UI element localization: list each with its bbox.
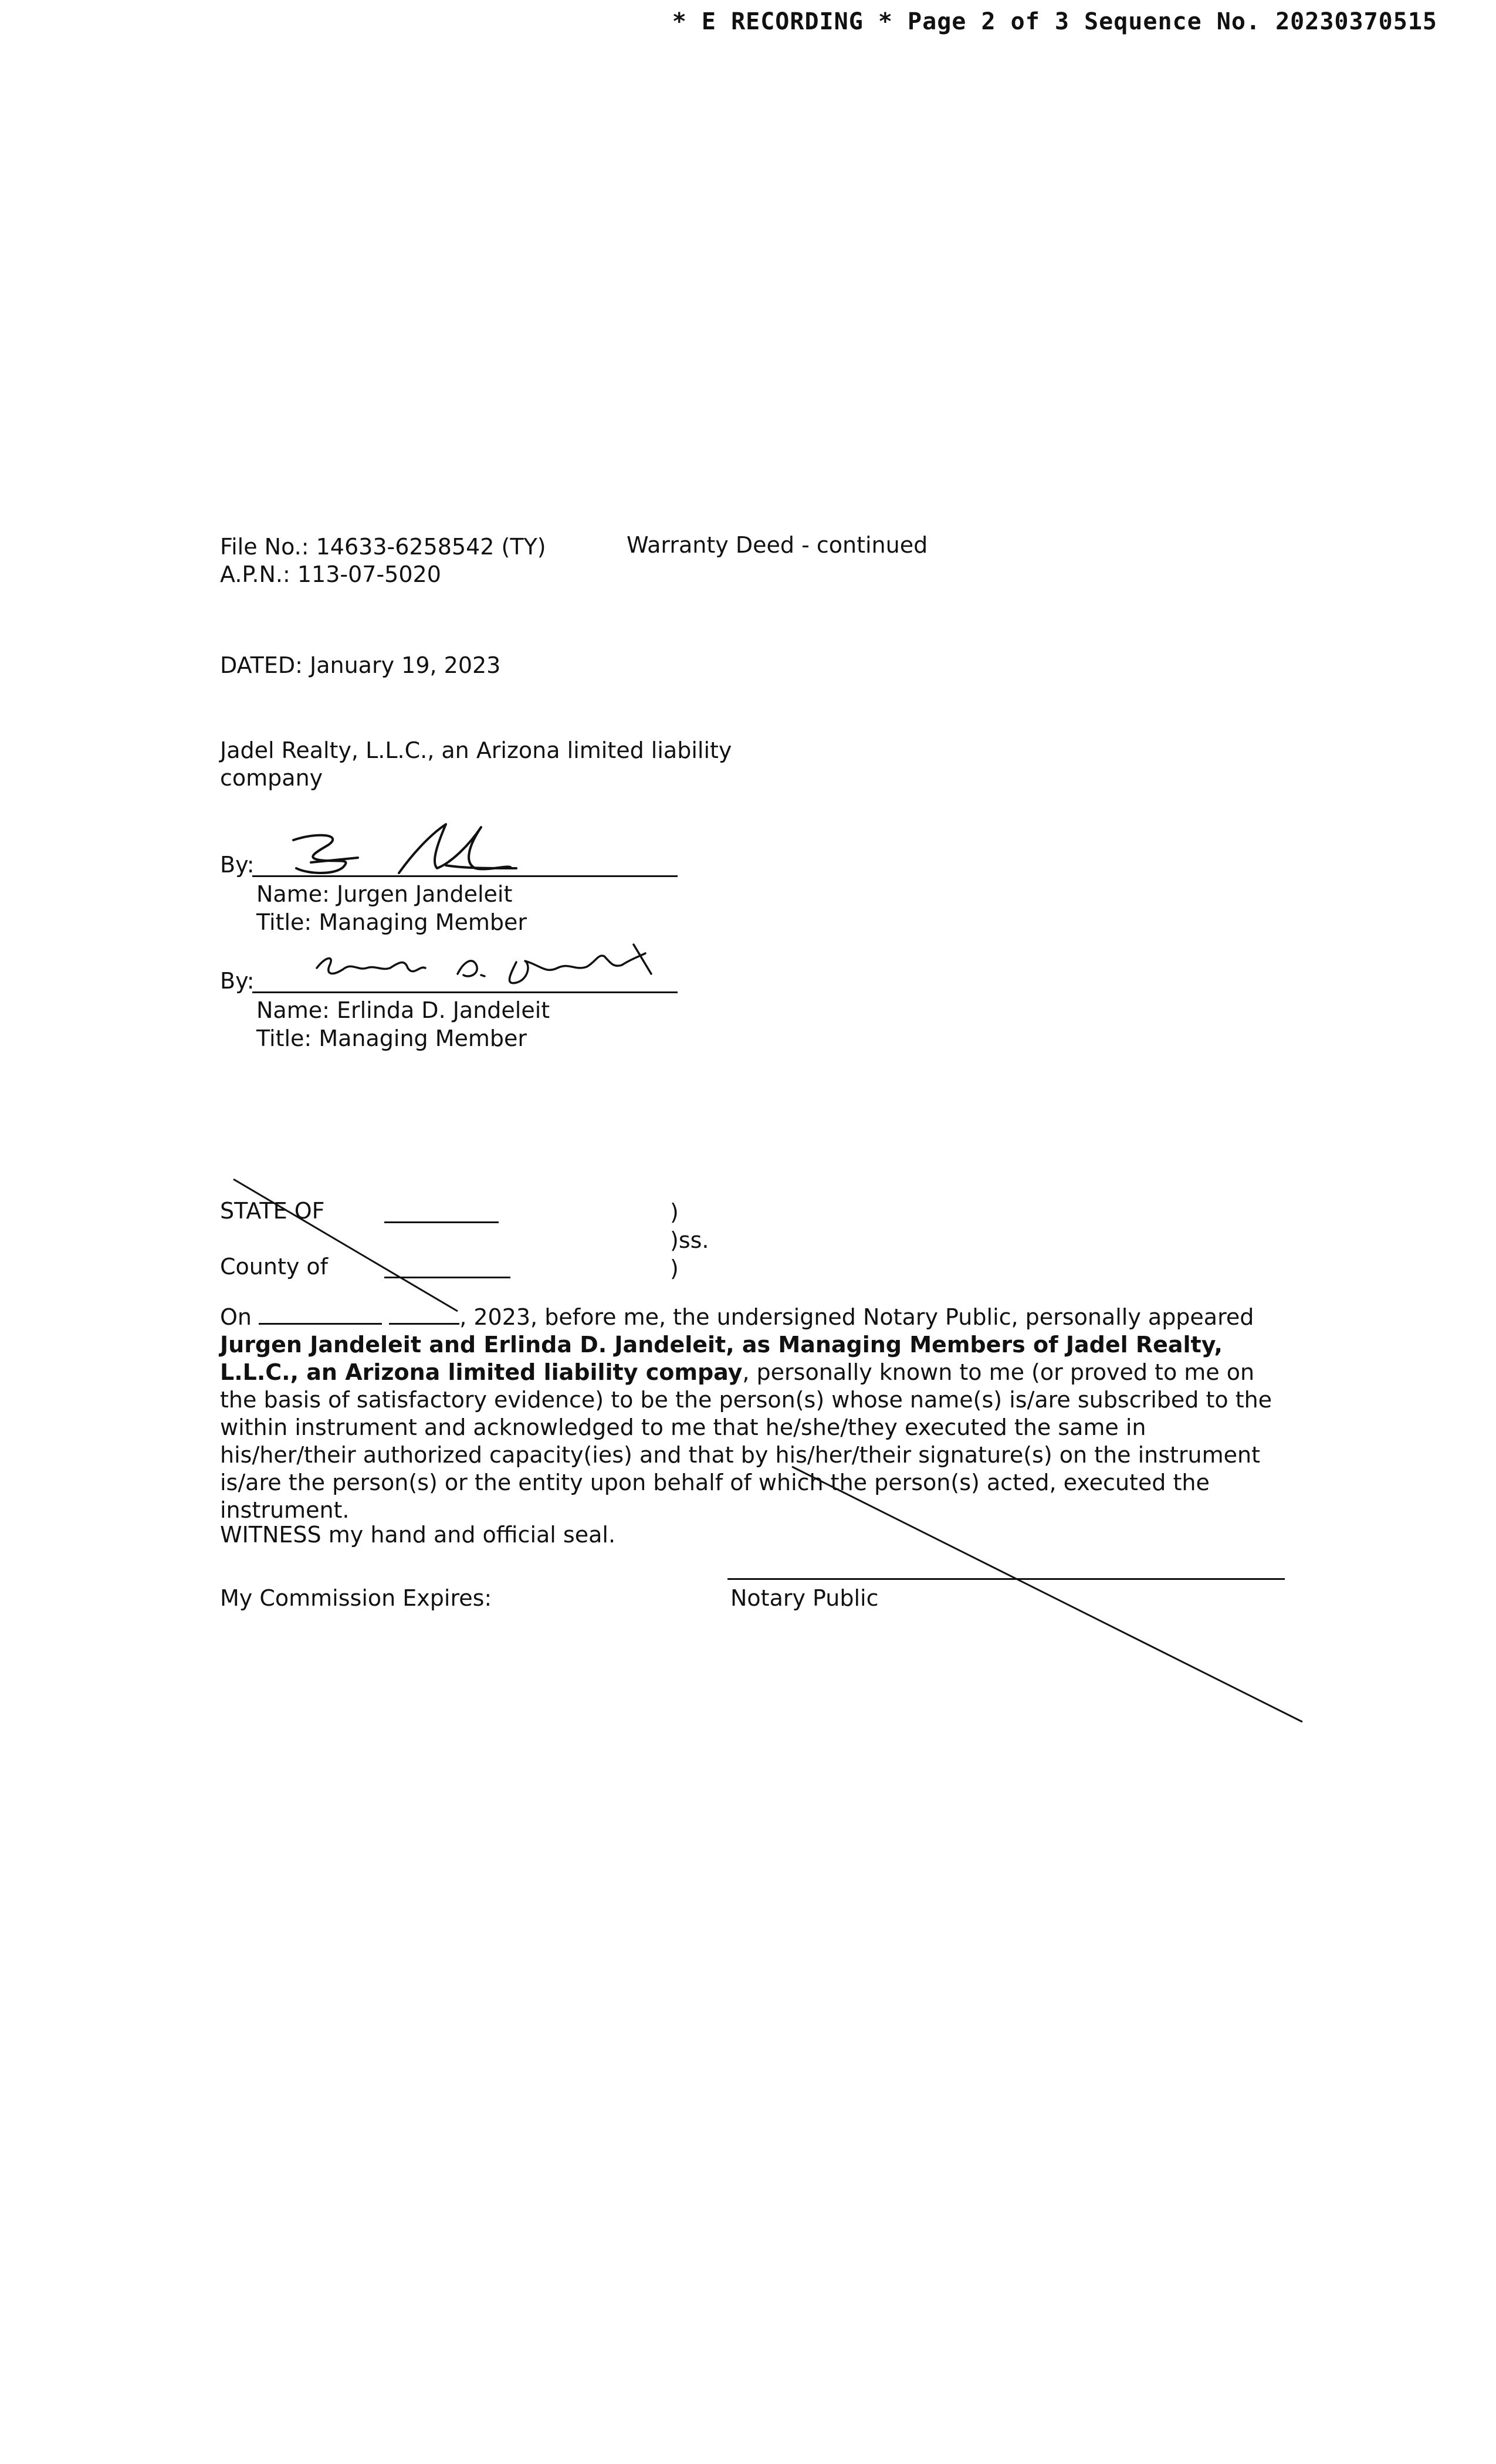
witness-line: WITNESS my hand and official seal. bbox=[220, 1522, 616, 1548]
strike-lines bbox=[233, 1179, 1302, 1722]
venue-paren-bottom: ) bbox=[670, 1255, 679, 1281]
signer2-name: Name: Erlinda D. Jandeleit bbox=[256, 997, 550, 1023]
document-title: Warranty Deed - continued bbox=[627, 532, 928, 558]
signature-jurgen bbox=[293, 824, 516, 873]
year-intro: , 2023, before me, the undersigned Notary Public, personally appeared bbox=[459, 1304, 1254, 1330]
dated-line: DATED: January 19, 2023 bbox=[220, 652, 501, 678]
venue-paren-top: ) bbox=[670, 1199, 679, 1225]
signer1-by-label: By: bbox=[220, 852, 255, 878]
grantor-line-1: Jadel Realty, L.L.C., an Arizona limited liability bbox=[220, 737, 732, 763]
signer1-title: Title: Managing Member bbox=[256, 909, 527, 935]
grantor-line-2: company bbox=[220, 765, 323, 791]
state-of-label: STATE OF bbox=[220, 1198, 325, 1224]
commission-expires: My Commission Expires: bbox=[220, 1585, 492, 1611]
acknowledgment-body: , personally known to me (or proved to me on the basis of satisfactory evidence) to be the person(s) whose name(s) is/are subscribed to the within instrument and acknowledged to me that he/she/they executed the same in his/her/their authorized capacity(ies) and that by his/her/their signature(s) on the instrument is/are the person(s) or the entity upon behalf of which the person(s) acted, executed the instrument. bbox=[220, 1359, 1272, 1523]
signature-erlinda bbox=[317, 945, 651, 983]
on-label: On bbox=[220, 1304, 252, 1330]
venue-ss: )ss. bbox=[670, 1227, 709, 1253]
signer2-title: Title: Managing Member bbox=[256, 1025, 527, 1051]
notary-public-label: Notary Public bbox=[730, 1585, 879, 1611]
county-of-label: County of bbox=[220, 1254, 329, 1280]
signer1-name: Name: Jurgen Jandeleit bbox=[256, 881, 513, 907]
file-number: File No.: 14633-6258542 (TY) bbox=[220, 534, 546, 560]
apn-number: A.P.N.: 113-07-5020 bbox=[220, 561, 441, 587]
signer2-by-label: By: bbox=[220, 968, 255, 994]
appeared-names: Jurgen Jandeleit and Erlinda D. Jandeleit, as Managing Members of Jadel Realty, L.L.C., an Arizona limited liability compay bbox=[220, 1332, 1223, 1385]
recording-header: * E RECORDING * Page 2 of 3 Sequence No. 20230370515 bbox=[672, 8, 1437, 35]
